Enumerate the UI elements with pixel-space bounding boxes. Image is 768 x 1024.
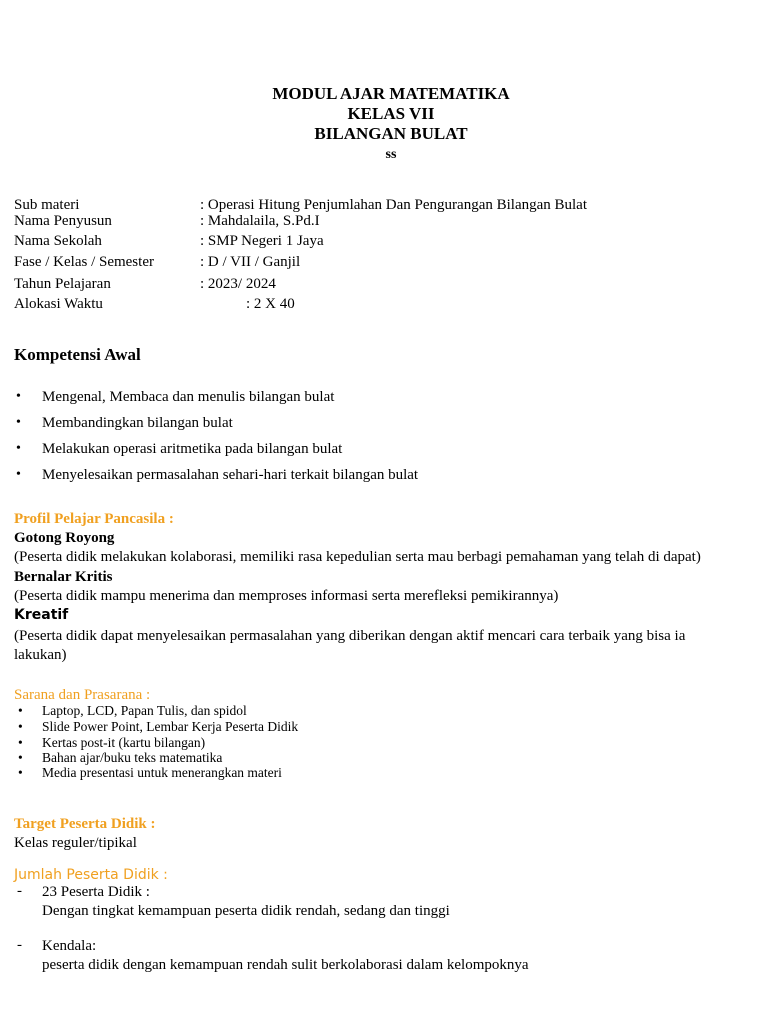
bullet-icon: • — [16, 441, 21, 456]
bullet-icon: • — [18, 765, 23, 780]
info-label-alokasi: Alokasi Waktu — [14, 296, 103, 312]
target-value: Kelas reguler/tipikal — [14, 835, 137, 851]
info-value-nama-sekolah: : SMP Negeri 1 Jaya — [200, 233, 324, 249]
bullet-icon: • — [16, 467, 21, 482]
list-item: Membandingkan bilangan bulat — [42, 415, 233, 431]
info-value-tahun: : 2023/ 2024 — [200, 276, 276, 292]
info-label-nama-sekolah: Nama Sekolah — [14, 233, 102, 249]
document-title-line3: BILANGAN BULAT — [314, 124, 468, 143]
profil-item-kreatif: Kreatif — [14, 607, 69, 623]
profil-desc-kreatif-line1: (Peserta didik dapat menyelesaikan permasalahan yang diberikan dengan aktif mencari cara terbaik yang bisa ia — [14, 628, 686, 644]
list-item: Slide Power Point, Lembar Kerja Peserta Didik — [42, 719, 299, 734]
profil-desc-gotong-royong: (Peserta didik melakukan kolaborasi, memiliki rasa kepedulian serta mau berbagi pemahaman yang telah di dapat) — [14, 549, 701, 565]
bullet-icon: • — [18, 719, 23, 734]
document-subtitle: ss — [385, 147, 397, 162]
list-item: Kertas post-it (kartu bilangan) — [42, 735, 206, 750]
dash-marker: - — [17, 883, 22, 899]
profil-desc-kreatif-line2: lakukan) — [14, 647, 67, 663]
info-value-nama-penyusun: : Mahdalaila, S.Pd.I — [200, 213, 320, 229]
profil-item-bernalar-kritis: Bernalar Kritis — [14, 569, 113, 585]
info-label-nama-penyusun: Nama Penyusun — [14, 213, 112, 229]
list-item: Laptop, LCD, Papan Tulis, dan spidol — [42, 703, 247, 718]
target-heading: Target Peserta Didik : — [14, 816, 156, 832]
list-item: Bahan ajar/buku teks matematika — [42, 750, 223, 765]
info-label-sub-materi: Sub materi — [14, 197, 80, 213]
jumlah-item-desc: Dengan tingkat kemampuan peserta didik rendah, sedang dan tinggi — [42, 903, 450, 919]
list-item: Melakukan operasi aritmetika pada bilangan bulat — [42, 441, 343, 457]
document-title-line1: MODUL AJAR MATEMATIKA — [272, 84, 510, 103]
info-value-alokasi: : 2 X 40 — [246, 296, 295, 312]
jumlah-item-title: 23 Peserta Didik : — [42, 884, 150, 900]
profil-desc-bernalar-kritis: (Peserta didik mampu menerima dan memproses informasi serta merefleksi pemikirannya) — [14, 588, 559, 604]
profil-heading: Profil Pelajar Pancasila : — [14, 511, 174, 527]
bullet-icon: • — [16, 415, 21, 430]
info-label-fase: Fase / Kelas / Semester — [14, 254, 154, 270]
info-value-fase: : D / VII / Ganjil — [200, 254, 301, 270]
info-label-tahun: Tahun Pelajaran — [14, 276, 111, 292]
list-item: Media presentasi untuk menerangkan materi — [42, 765, 282, 780]
jumlah-item-desc: peserta didik dengan kemampuan rendah sulit berkolaborasi dalam kelompoknya — [42, 957, 529, 973]
sarana-heading: Sarana dan Prasarana : — [14, 687, 151, 703]
jumlah-item-title: Kendala: — [42, 938, 97, 954]
info-value-sub-materi: : Operasi Hitung Penjumlahan Dan Pengurangan Bilangan Bulat — [200, 197, 588, 213]
bullet-icon: • — [16, 389, 21, 404]
kompetensi-heading: Kompetensi Awal — [14, 345, 141, 364]
list-item: Menyelesaikan permasalahan sehari-hari terkait bilangan bulat — [42, 467, 419, 483]
profil-item-gotong-royong: Gotong Royong — [14, 530, 115, 546]
document-title-line2: KELAS VII — [347, 104, 435, 123]
jumlah-heading: Jumlah Peserta Didik : — [14, 867, 168, 883]
bullet-icon: • — [18, 750, 23, 765]
bullet-icon: • — [18, 735, 23, 750]
list-item: Mengenal, Membaca dan menulis bilangan bulat — [42, 389, 335, 405]
bullet-icon: • — [18, 703, 23, 718]
dash-marker: - — [17, 937, 22, 953]
